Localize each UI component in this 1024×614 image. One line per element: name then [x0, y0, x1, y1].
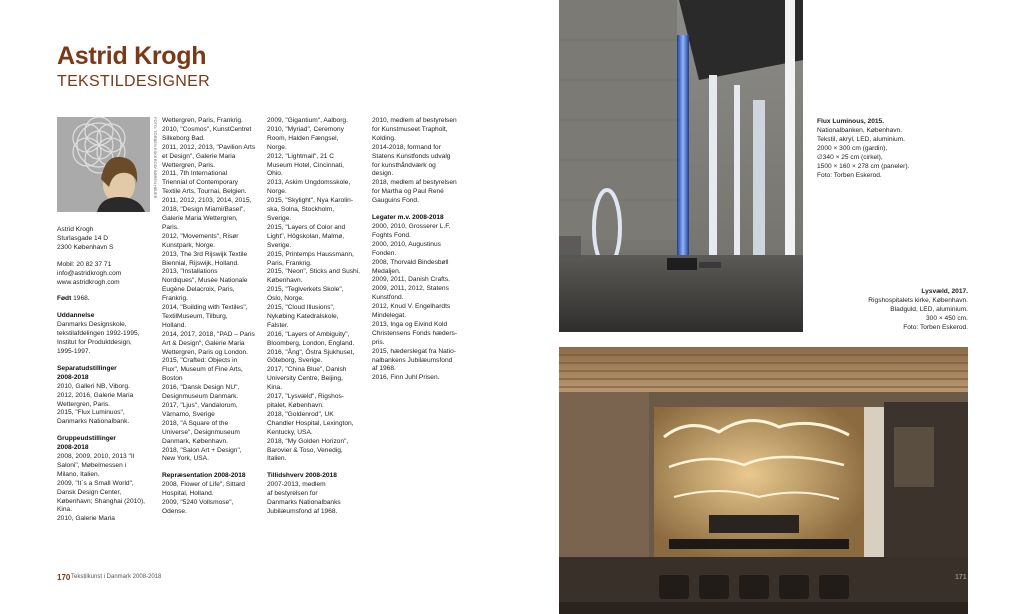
exhibition-line: Eugène Delacroix, Paris, [162, 286, 235, 294]
spacer [57, 287, 157, 295]
representation-line: Kentucky, USA. [267, 428, 313, 436]
spacer [57, 253, 157, 261]
group-line: Milano, Italien. [57, 470, 100, 478]
representation-line: 2015, Printemps Haussmann, [267, 250, 354, 258]
column-2 [162, 117, 262, 517]
exhibition-line: Nordiques", Musée Nationale [162, 277, 248, 285]
exhibition-line: 2011, 7th International [162, 170, 228, 178]
representation-line: 2015, "Teglverkets Skole", [267, 286, 344, 294]
trust-line: 2018, medlem af bestyrelsen [372, 179, 457, 187]
solo-line: Danmarks Nationalbank. [57, 418, 130, 426]
photo-flux-luminous [559, 0, 803, 332]
exhibition-line: 2011, 2012, 2013, "Pavilion Arts [162, 143, 256, 151]
exhibition-line: 2010, "Cosmos", KunstCentret [162, 125, 252, 133]
grant-line: Fonden. [372, 249, 397, 257]
contact-phone: Mobil: 20 82 37 71 [57, 260, 112, 268]
grant-line: 2016, Finn Juhl Prisen. [372, 374, 440, 382]
photo-lysvaeld [559, 347, 968, 614]
representation-line: 2015, "Cloud Illusions", [267, 304, 335, 312]
portrait-image [57, 117, 150, 212]
spacer [372, 206, 472, 214]
grant-line: Mindelegat. [372, 312, 407, 320]
exhibition-line: Holland. [162, 321, 187, 329]
representation-line: pitalet, København. [267, 402, 324, 409]
caption-line: Bladguld, LED, aluminium. [890, 306, 968, 313]
representation-line: 2009, "5240 Vollsmose", [162, 499, 234, 507]
representation-line: Nykøbing Katedralskole, [267, 312, 339, 320]
exhibition-line: Biennial, Rijswijk, Holland. [162, 259, 239, 267]
contact-website[interactable]: www.astridkrogh.com [57, 278, 120, 286]
grant-line: 2008, Thorvald Bindesbøll [372, 258, 449, 266]
representation-line: Room, Halden Fængsel, [267, 134, 339, 142]
grant-line: 2009, 2011, 2012, Statens [372, 285, 449, 293]
education-line: Institut for Produktdesign, [57, 339, 132, 347]
representation-line: Light", Högskolan, Malmø, [267, 232, 345, 240]
contact-street: Sturlasgade 14 D [57, 234, 108, 242]
exhibition-line: Universe", Designmuseum [162, 428, 240, 436]
trust-line: Jubilæumsfond af 1968. [267, 507, 338, 515]
representation-line: Bloomberg, London, England. [267, 339, 355, 347]
grant-line: 2015, hæderslegat fra Natio- [372, 347, 456, 355]
caption-flux-luminous [817, 117, 957, 180]
representation-line: Italien. [267, 455, 287, 463]
portrait-credit: FOTO: TORBEN ESKEROD/ SØREN HØJER [153, 117, 158, 199]
exhibition-line: Paris. [162, 223, 179, 231]
contact-city: 2300 København S [57, 243, 114, 251]
trust-line: design. [372, 170, 394, 178]
exhibition-line: 2016, "Dansk Design NU", [162, 384, 240, 392]
group-line: 2010, Galerie Maria [57, 515, 115, 523]
column-3 [267, 117, 367, 517]
representation-line: København. [267, 277, 303, 285]
group-line: 2008, 2009, 2010, 2013 "Il [57, 453, 135, 461]
representation-heading: Repræsentation 2008-2018 [162, 472, 246, 480]
grant-line: 2009, 2011, Danish Crafts. [372, 276, 450, 284]
exhibition-line: New York, USA. [162, 455, 209, 463]
group-line: Saloni", Møbelmessen i [57, 461, 127, 469]
trust-line: 2007-2013, medlem [267, 481, 326, 489]
representation-line: Sverige. [267, 241, 292, 249]
spacer [162, 464, 262, 472]
representation-line: 2016, "Layers of Ambiguity", [267, 330, 350, 338]
trust-line: Danmarks Nationalbanks [267, 499, 341, 507]
trust-line: Gauguins Fond. [372, 197, 419, 205]
exhibition-line: Triennial of Contemporary [162, 179, 238, 187]
grant-line: nalbankens Jubilæumsfond [372, 356, 453, 364]
trust-line: Kolding. [372, 134, 396, 142]
group-heading: Gruppeudstillinger [57, 435, 116, 443]
representation-line: Chandler Hospital, Lexington, [267, 419, 354, 427]
contact-email[interactable]: info@astridkrogh.com [57, 269, 122, 277]
caption-line: 2000 × 300 cm (gardin), [817, 145, 888, 152]
caption-lysvaeld [818, 287, 968, 332]
caption-line: Rigshospitalets kirke, København. [868, 297, 968, 304]
caption-title: Lysvæld, 2017. [921, 288, 968, 295]
grant-line: 2000, 2010, Grosserer L.F. [372, 222, 451, 230]
page-number-right: 171 [955, 574, 967, 581]
exhibition-line: Frankrig. [162, 295, 189, 303]
solo-heading: Separatudstillinger [57, 364, 117, 372]
exhibition-line: Kunstpark, Norge. [162, 241, 216, 249]
representation-line: Odense. [162, 507, 187, 515]
representation-line: 2015, "Layers of Color and [267, 223, 346, 231]
column-1 [57, 226, 157, 524]
exhibition-line: 2018, "Design Miami/Basel", [162, 206, 246, 214]
exhibition-line: 2018, "A Square of the [162, 419, 229, 427]
education-line: tekstilafdelingen 1992-1995, [57, 330, 140, 338]
artist-portrait [57, 117, 150, 212]
group-line: Dansk Design Center, [57, 488, 122, 496]
artist-profession: TEKSTILDESIGNER [57, 73, 210, 90]
representation-line: 2018, "Goldenrod", UK [267, 410, 334, 418]
grant-line: pris. [372, 338, 385, 346]
trust-line: 2010, medlem af bestyrelsen [372, 117, 457, 124]
exhibition-line: 2012, "Movements", Risør [162, 232, 239, 240]
grant-line: Kunstfond. [372, 294, 404, 302]
exhibition-line: 2014, "Building with Textiles", [162, 304, 248, 312]
representation-line: 2010, "Myriad", Ceremony [267, 125, 344, 133]
group-line: 2009, "It´s a Small World", [57, 479, 134, 487]
exhibition-line: et Design", Galerie Maria [162, 152, 236, 160]
trust-line: for Martha og Paul René [372, 188, 444, 196]
representation-line: 2008, Flower of Life", Sittard [162, 481, 245, 489]
exhibition-line: 2013, The 3rd Rijswijk Textile [162, 250, 248, 258]
exhibition-line: Wettergren, Paris og London. [162, 348, 249, 356]
spacer [57, 427, 157, 435]
representation-line: Museum Hotel, Cincinnati, [267, 161, 344, 169]
grant-line: 2013, Inga og Eivind Kold [372, 320, 448, 328]
born-label: Født [57, 295, 72, 303]
education-line: 1995-1997. [57, 347, 91, 355]
born-line [57, 295, 157, 304]
spacer [267, 464, 367, 472]
representation-line: Norge. [267, 143, 287, 151]
trust-line: 2014-2018, formand for [372, 143, 441, 151]
representation-line: 2015, "Neon", Sticks and Sushi, [267, 268, 361, 276]
caption-line: 1500 × 160 × 278 cm (paneler). [817, 163, 910, 170]
contact-name: Astrid Krogh [57, 226, 94, 233]
grant-line: Medaljen. [372, 267, 401, 275]
exhibition-line: 2015, "Crafted: Objects in [162, 357, 238, 365]
exhibition-line: 2014, 2017, 2018, "PAD – Paris [162, 330, 255, 338]
representation-line: 2018, "My Golden Horizon", [267, 437, 349, 445]
representation-line: Falster. [267, 321, 289, 329]
representation-line: Göteborg, Sverige. [267, 357, 323, 365]
trust-heading: Tillidshverv 2008-2018 [267, 472, 337, 480]
solo-years: 2008-2018 [57, 373, 89, 381]
representation-line: 2017, "Lysvæld", Rigshos- [267, 393, 345, 401]
exhibition-line: Danmark, København. [162, 437, 228, 445]
caption-line: ∅340 × 25 cm (cirkel), [817, 154, 883, 161]
caption-title: Flux Luminous, 2015. [817, 118, 885, 125]
spacer [57, 304, 157, 312]
page-number-left: 170 [57, 573, 71, 582]
exhibition-line: 2013, "Installations [162, 268, 218, 276]
exhibition-line: Wettergren, Paris, Frankrig. [162, 117, 243, 124]
exhibition-line: Silkeborg Bad. [162, 134, 205, 142]
exhibition-line: Art & Design", Galerie Maria [162, 339, 245, 347]
grant-line: Christensens Fonds hæders- [372, 329, 458, 337]
representation-line: 2017, "China Blue", Danish [267, 366, 347, 374]
trust-line: Statens Kunstfonds udvalg [372, 152, 451, 160]
grants-heading: Legater m.v. 2008-2018 [372, 214, 444, 222]
trust-line: af bestyrelsen for [267, 490, 318, 498]
born-value: 1968. [73, 295, 90, 303]
representation-line: Sverige. [267, 214, 292, 222]
representation-line: University Centre, Beijing, [267, 375, 343, 383]
caption-line: Foto: Torben Eskerod. [817, 172, 882, 179]
grant-line: 2000, 2010, Augustinus [372, 240, 441, 248]
exhibition-line: 2011, 2012, 2103, 2014, 2015, [162, 197, 252, 205]
flux-luminous-image [559, 0, 803, 332]
exhibition-line: Designmuseum Danmark. [162, 393, 239, 401]
education-line: Danmarks Designskole, [57, 321, 127, 329]
grant-line: 2012, Knud V. Engelhardts [372, 303, 451, 311]
exhibition-line: Textile Arts, Tournai, Belgien. [162, 188, 247, 196]
exhibition-line: Värnamo, Sverige [162, 410, 215, 418]
representation-line: ska, Solna, Stockholm, [267, 206, 335, 214]
lysvaeld-image [559, 347, 968, 614]
solo-line: Wettergren, Paris. [57, 400, 111, 408]
group-line: København; Shanghai (2010), [57, 497, 145, 505]
exhibition-line: Wettergren, Paris. [162, 161, 216, 169]
grant-line: Foghts Fond. [372, 231, 411, 239]
spacer [57, 357, 157, 365]
caption-line: Tekstil, akryl, LED, aluminium. [817, 136, 905, 143]
representation-line: 2016, "Ång", Östra Sjukhuset, [267, 348, 355, 356]
exhibition-line: Boston [162, 375, 183, 383]
column-4 [372, 117, 472, 383]
representation-line: 2012, "Lightmail", 21 C [267, 152, 334, 160]
trust-line: for kunsthåndværk og [372, 161, 436, 169]
caption-line: Nationalbanken, København. [817, 127, 903, 134]
exhibition-line: TextilMuseum, Tilburg, [162, 312, 228, 320]
group-line: Kina. [57, 506, 73, 514]
caption-line: 300 × 450 cm. [926, 315, 968, 322]
representation-line: Oslo, Norge. [267, 295, 305, 303]
artist-name: Astrid Krogh [57, 42, 207, 70]
representation-line: Kina. [267, 384, 283, 392]
exhibition-line: Flux", Museum of Fine Arts, [162, 366, 243, 374]
caption-line: Foto: Torben Eskerod. [903, 324, 968, 331]
group-years: 2008-2018 [57, 444, 89, 452]
trust-line: for Kunstmuseet Trapholt, [372, 125, 448, 133]
representation-line: Norge. [267, 188, 287, 196]
grant-line: af 1968. [372, 365, 396, 373]
representation-line: 2009, "Gigantium", Aalborg. [267, 117, 348, 124]
representation-line: Barovier & Toso, Venedig, [267, 446, 343, 454]
exhibition-line: Galerie Maria Wettergren, [162, 214, 238, 222]
representation-line: Ohio. [267, 170, 283, 178]
exhibition-line: 2018, "Salon Art + Design", [162, 446, 242, 454]
education-heading: Uddannelse [57, 312, 95, 320]
representation-line: 2015, "Skylight", Nya Karolin- [267, 197, 354, 205]
representation-line: 2013, Askim Ungdomsskole, [267, 179, 351, 187]
solo-line: 2010, Galleri NB, Viborg. [57, 382, 130, 390]
exhibition-line: 2017, "Ljus", Vandalorum, [162, 402, 238, 409]
representation-line: Paris, Frankrig. [267, 259, 312, 267]
solo-line: 2015, "Flux Luminuos", [57, 409, 125, 417]
solo-line: 2012, 2016, Galerie Maria [57, 391, 134, 399]
publication-title: Tekstilkunst i Danmark 2008-2018 [71, 574, 162, 580]
representation-line: Hospital, Holland. [162, 490, 214, 498]
